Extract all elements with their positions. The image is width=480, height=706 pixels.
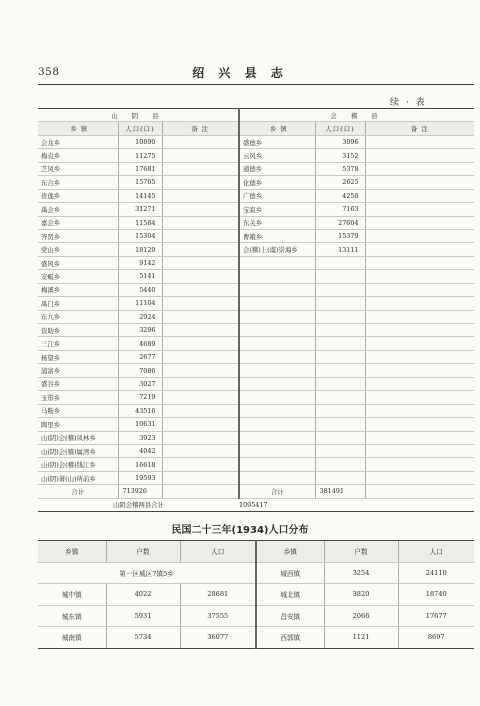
population-value: 2625 (315, 176, 365, 189)
table-row (38, 391, 474, 404)
town-name: 马鞍乡 (38, 404, 118, 417)
note-cell (365, 229, 474, 242)
table-row (38, 203, 474, 216)
note-cell (365, 162, 474, 175)
note-cell (162, 310, 239, 323)
district-label: 第一区城区7镇5乡 (38, 562, 256, 584)
grand-total-label: 山阴会稽两县合计 (38, 498, 239, 511)
population-value: 15304 (118, 229, 162, 242)
population-value: 3027 (118, 377, 162, 390)
empty-cell (239, 310, 315, 323)
header-rule (38, 84, 474, 85)
town-name: 山(阴)会(稽)钱江乡 (38, 458, 118, 471)
table-row (38, 149, 474, 162)
households-value: 4022 (106, 584, 180, 606)
population-value: 18129 (118, 243, 162, 256)
population-value: 15379 (315, 229, 365, 242)
table-row (38, 471, 474, 484)
total-value: 713926 (118, 485, 162, 498)
population-table-1934 (38, 540, 474, 649)
households-value: 3254 (324, 562, 398, 584)
town-name: 东合乡 (38, 176, 118, 189)
note-cell (365, 149, 474, 162)
table-row (38, 189, 474, 202)
population-value: 43516 (118, 404, 162, 417)
empty-cell (239, 350, 315, 363)
col-header-town: 乡 镇 (239, 122, 315, 135)
town-name: 城中镇 (38, 584, 106, 606)
note-cell (365, 324, 474, 337)
grand-total-row (38, 498, 474, 511)
empty-cell (315, 256, 365, 269)
note-cell (365, 471, 474, 484)
table-row (38, 297, 474, 310)
section-title: 民国二十三年(1934)人口分布 (171, 525, 309, 536)
table-row (38, 216, 474, 229)
note-cell (365, 216, 474, 229)
total-label: 合计 (38, 485, 118, 498)
note-cell (162, 176, 239, 189)
note-cell (365, 485, 474, 498)
total-row (38, 485, 474, 498)
col-header-note: 备 注 (162, 122, 239, 135)
col-header-households: 户数 (106, 541, 180, 563)
town-name: 盛德乡 (239, 135, 315, 148)
empty-cell (315, 310, 365, 323)
population-value: 10890 (118, 135, 162, 148)
town-name: 东九乡 (38, 310, 118, 323)
households-value: 2066 (324, 605, 398, 627)
population-value: 37555 (180, 605, 256, 627)
note-cell (162, 485, 239, 498)
note-cell (365, 243, 474, 256)
empty-cell (315, 444, 365, 457)
population-value: 14145 (118, 189, 162, 202)
town-name: 城西镇 (256, 562, 324, 584)
town-name: 浦富乡 (38, 364, 118, 377)
col-header-note: 备 注 (365, 122, 474, 135)
note-cell (162, 350, 239, 363)
note-cell (365, 189, 474, 202)
empty-cell (239, 444, 315, 457)
note-cell (162, 404, 239, 417)
empty-cell (239, 471, 315, 484)
note-cell (365, 337, 474, 350)
table-row (38, 337, 474, 350)
note-cell (365, 418, 474, 431)
empty-cell (315, 458, 365, 471)
town-name: 会龙乡 (38, 135, 118, 148)
table-row (38, 243, 474, 256)
town-name: 通德乡 (239, 162, 315, 175)
col-header-pop: 人口(口) (315, 122, 365, 135)
table-row (38, 324, 474, 337)
empty-cell (315, 364, 365, 377)
empty-cell (315, 404, 365, 417)
town-name: 会(稽)上(虞)崇海乡 (239, 243, 315, 256)
population-value: 8697 (398, 627, 474, 649)
col-header-households: 户数 (324, 541, 398, 563)
town-name: 化德乡 (239, 176, 315, 189)
town-name: 贵莲乡 (38, 189, 118, 202)
table-row (38, 364, 474, 377)
note-cell (162, 135, 239, 148)
town-name: 宝寂乡 (239, 203, 315, 216)
town-name: 梅溪乡 (38, 283, 118, 296)
population-value: 11275 (118, 149, 162, 162)
population-value: 2924 (118, 310, 162, 323)
population-value: 9142 (118, 256, 162, 269)
continued-label: 续 · 表 (390, 98, 427, 108)
table-row (38, 562, 474, 584)
note-cell (162, 324, 239, 337)
note-cell (162, 270, 239, 283)
note-cell (162, 256, 239, 269)
town-name: 芝凤乡 (38, 162, 118, 175)
table-row (38, 404, 474, 417)
page-title: 绍 兴 县 志 (192, 66, 288, 80)
shanyin-section-label: 山 阴 县 (38, 109, 239, 122)
table-row (38, 444, 474, 457)
households-value: 1121 (324, 627, 398, 649)
population-value: 13111 (315, 243, 365, 256)
empty-cell (239, 324, 315, 337)
note-cell (365, 458, 474, 471)
note-cell (365, 256, 474, 269)
population-value: 24110 (398, 562, 474, 584)
section-header-row (38, 109, 474, 122)
col-header-town: 乡镇 (256, 541, 324, 563)
table-row (38, 176, 474, 189)
population-value: 7086 (118, 364, 162, 377)
page-number: 358 (38, 66, 60, 78)
note-cell (365, 350, 474, 363)
note-cell (365, 270, 474, 283)
empty-cell (239, 418, 315, 431)
population-value: 10631 (118, 418, 162, 431)
empty-cell (315, 391, 365, 404)
table-row (38, 458, 474, 471)
table-row (38, 283, 474, 296)
population-value: 28681 (180, 584, 256, 606)
population-value: 3923 (118, 431, 162, 444)
town-name: 梅袁乡 (38, 149, 118, 162)
note-cell (162, 203, 239, 216)
note-cell (365, 135, 474, 148)
empty-cell (239, 297, 315, 310)
column-header-row (38, 541, 474, 563)
population-value: 3152 (315, 149, 365, 162)
col-header-town: 乡镇 (38, 541, 106, 563)
note-cell (162, 243, 239, 256)
note-cell (162, 297, 239, 310)
population-value: 19593 (118, 471, 162, 484)
column-header-row (38, 122, 474, 135)
note-cell (162, 444, 239, 457)
population-value: 15765 (118, 176, 162, 189)
population-value: 11584 (118, 216, 162, 229)
table-row (38, 256, 474, 269)
table-row (38, 350, 474, 363)
empty-cell (315, 324, 365, 337)
empty-cell (239, 364, 315, 377)
town-name: 城北镇 (256, 584, 324, 606)
empty-cell (239, 458, 315, 471)
empty-cell (315, 270, 365, 283)
town-name: 齐贤乡 (38, 229, 118, 242)
town-name: 党山乡 (38, 243, 118, 256)
town-name: 云风乡 (239, 149, 315, 162)
table-row (38, 605, 474, 627)
population-value: 7163 (315, 203, 365, 216)
note-cell (162, 391, 239, 404)
town-name: 陶里乡 (38, 418, 118, 431)
note-cell (162, 364, 239, 377)
empty-cell (239, 391, 315, 404)
population-value: 2677 (118, 350, 162, 363)
note-cell (365, 377, 474, 390)
note-cell (365, 444, 474, 457)
town-name: 杨望乡 (38, 350, 118, 363)
population-value: 7219 (118, 391, 162, 404)
town-name: 禹门乡 (38, 297, 118, 310)
col-header-pop: 人口 (180, 541, 256, 563)
note-cell (162, 418, 239, 431)
table-row (38, 584, 474, 606)
note-cell (365, 176, 474, 189)
population-value: 31271 (118, 203, 162, 216)
note-cell (365, 203, 474, 216)
town-name: 三江乡 (38, 337, 118, 350)
table-row (38, 229, 474, 242)
empty-cell (315, 337, 365, 350)
note-cell (162, 216, 239, 229)
empty-cell (239, 337, 315, 350)
note-cell (365, 431, 474, 444)
town-name: 城东镇 (38, 605, 106, 627)
note-cell (365, 310, 474, 323)
note-cell (162, 162, 239, 175)
note-cell (162, 337, 239, 350)
empty-cell (239, 283, 315, 296)
kuaiji-section-label: 会 稽 县 (239, 109, 474, 122)
population-value: 3096 (315, 135, 365, 148)
note-cell (365, 364, 474, 377)
total-label: 合计 (239, 485, 315, 498)
table-row (38, 270, 474, 283)
population-value: 27604 (315, 216, 365, 229)
population-value: 4258 (315, 189, 365, 202)
population-value: 5141 (118, 270, 162, 283)
note-cell (365, 404, 474, 417)
population-value: 18740 (398, 584, 474, 606)
note-cell (162, 431, 239, 444)
population-value: 5378 (315, 162, 365, 175)
empty-cell (239, 270, 315, 283)
town-name: 山(阴)会(稽)凤林乡 (38, 431, 118, 444)
table-row (38, 377, 474, 390)
table-row (38, 431, 474, 444)
empty-cell (239, 431, 315, 444)
town-name: 安畈乡 (38, 270, 118, 283)
empty-cell (239, 256, 315, 269)
table-row (38, 162, 474, 175)
note-cell (162, 189, 239, 202)
note-cell (162, 377, 239, 390)
population-value: 36077 (180, 627, 256, 649)
town-name: 玉带乡 (38, 391, 118, 404)
empty-cell (315, 431, 365, 444)
population-value: 17681 (118, 162, 162, 175)
population-value: 16618 (118, 458, 162, 471)
town-name: 西郭镇 (256, 627, 324, 649)
population-table-shanyin-kuaiji (38, 108, 474, 512)
total-value: 381491 (315, 485, 365, 498)
town-name: 山(阴)萧(山)所前乡 (38, 471, 118, 484)
empty-cell (315, 471, 365, 484)
note-cell (365, 283, 474, 296)
town-name: 盛风乡 (38, 256, 118, 269)
table-row (38, 135, 474, 148)
population-value: 17677 (398, 605, 474, 627)
town-name: 东关乡 (239, 216, 315, 229)
households-value: 5931 (106, 605, 180, 627)
households-value: 5734 (106, 627, 180, 649)
population-value: 5440 (118, 283, 162, 296)
note-cell (162, 283, 239, 296)
grand-total-value: 1095417 (239, 498, 474, 511)
town-name: 嘉会乡 (38, 216, 118, 229)
table-row (38, 627, 474, 649)
note-cell (162, 229, 239, 242)
households-value: 3820 (324, 584, 398, 606)
empty-cell (315, 297, 365, 310)
town-name: 山(阴)会(稽)属湾乡 (38, 444, 118, 457)
town-name: 曹娥乡 (239, 229, 315, 242)
table-row (38, 418, 474, 431)
note-cell (162, 458, 239, 471)
empty-cell (315, 377, 365, 390)
town-name: 城南镇 (38, 627, 106, 649)
empty-cell (315, 418, 365, 431)
col-header-pop: 人口 (398, 541, 474, 563)
population-value: 3296 (118, 324, 162, 337)
note-cell (162, 149, 239, 162)
town-name: 昌安镇 (256, 605, 324, 627)
empty-cell (315, 283, 365, 296)
empty-cell (239, 377, 315, 390)
col-header-pop: 人口(口) (118, 122, 162, 135)
town-name: 禹会乡 (38, 203, 118, 216)
population-value: 4689 (118, 337, 162, 350)
town-name: 盛谷乡 (38, 377, 118, 390)
town-name: 广德乡 (239, 189, 315, 202)
empty-cell (239, 404, 315, 417)
note-cell (365, 391, 474, 404)
note-cell (162, 471, 239, 484)
town-name: 资助乡 (38, 324, 118, 337)
empty-cell (315, 350, 365, 363)
col-header-town: 乡 镇 (38, 122, 118, 135)
table-row (38, 310, 474, 323)
population-value: 4042 (118, 444, 162, 457)
population-value: 11104 (118, 297, 162, 310)
note-cell (365, 297, 474, 310)
